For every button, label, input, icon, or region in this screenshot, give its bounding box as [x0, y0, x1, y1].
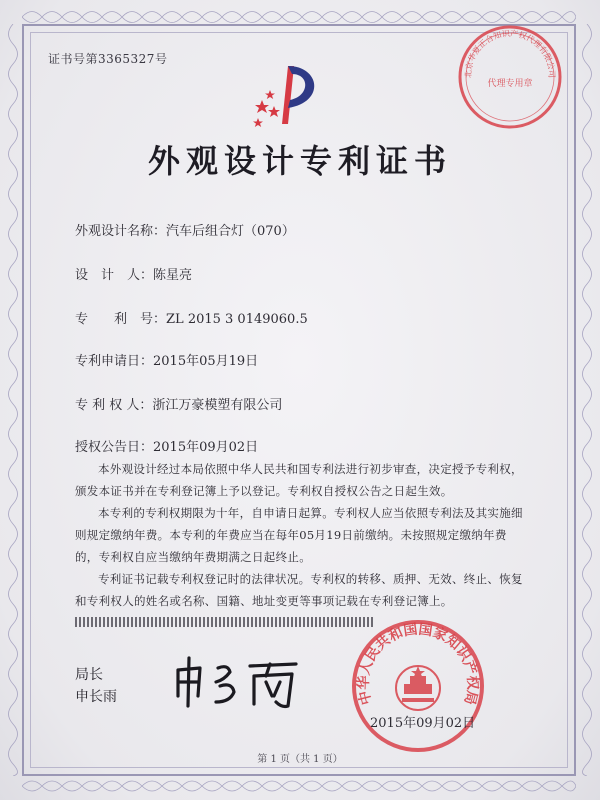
paragraph: 本专利的专利权期限为十年，自申请日起算。专利权人应当依照专利法及其实施细则规定缴纳年费。本专利的年费应当在每年05月19日前缴纳。未按照规定缴纳年费的，专利权自应当缴纳年费期满之日起终止。 — [75, 506, 523, 564]
certificate-body — [75, 458, 525, 612]
document-title: 外观设计专利证书 — [147, 142, 452, 180]
field-label: 专利申请日： — [75, 354, 154, 369]
field-value: 2015年09月02日 — [153, 440, 259, 455]
svg-text:北京华夏正合知识产权代理有限公司: 北京华夏正合知识产权代理有限公司 — [463, 29, 557, 79]
national-ip-office-seal — [348, 616, 488, 756]
field-label: 设 计 人： — [75, 268, 154, 283]
paragraph: 专利证书记载专利权登记时的法律状况。专利权的转移、质押、无效、终止、恢复和专利权人的姓名或名称、国籍、地址变更等事项记载在专利登记簿上。 — [75, 572, 523, 608]
svg-text:中华人民共和国国家知识产权局: 中华人民共和国国家知识产权局 — [355, 621, 481, 707]
field-grant-date — [75, 436, 258, 455]
certificate-number: 证书号第3365327号 — [48, 52, 168, 66]
handwritten-signature — [170, 652, 310, 712]
field-value: 2015年05月19日 — [153, 354, 259, 369]
svg-text:代理专用章: 代理专用章 — [487, 79, 533, 89]
field-label: 外观设计名称： — [75, 224, 167, 239]
field-label: 授权公告日： — [75, 440, 154, 455]
paragraph: 本外观设计经过本局依照中华人民共和国专利法进行初步审查，决定授予专利权，颁发本证书并在专利登记簿上予以登记。专利权自授权公告之日起生效。 — [75, 462, 523, 498]
field-value: ZL 2015 3 0149060.5 — [166, 312, 308, 327]
signatory-name: 申长雨 — [75, 689, 117, 705]
issue-date: 2015年09月02日 — [370, 716, 476, 731]
field-patent-number — [75, 308, 308, 327]
field-label: 专 利 权 人： — [75, 398, 153, 413]
signatory-role: 局长 — [75, 667, 103, 683]
bottom-ornament — [22, 776, 576, 796]
patent-office-logo — [248, 62, 328, 134]
agency-seal — [455, 22, 565, 132]
field-designer — [75, 264, 192, 283]
field-value: 汽车后组合灯（070） — [166, 224, 295, 239]
field-value: 浙江万豪模塑有限公司 — [152, 398, 283, 413]
field-patentee — [75, 394, 282, 413]
security-dot-line — [75, 617, 375, 627]
field-label: 专 利 号： — [75, 312, 167, 327]
field-value: 陈星亮 — [153, 268, 193, 283]
page-footer: 第 1 页（共 1 页） — [257, 754, 343, 765]
field-application-date — [75, 350, 258, 369]
field-design-name — [75, 220, 295, 239]
